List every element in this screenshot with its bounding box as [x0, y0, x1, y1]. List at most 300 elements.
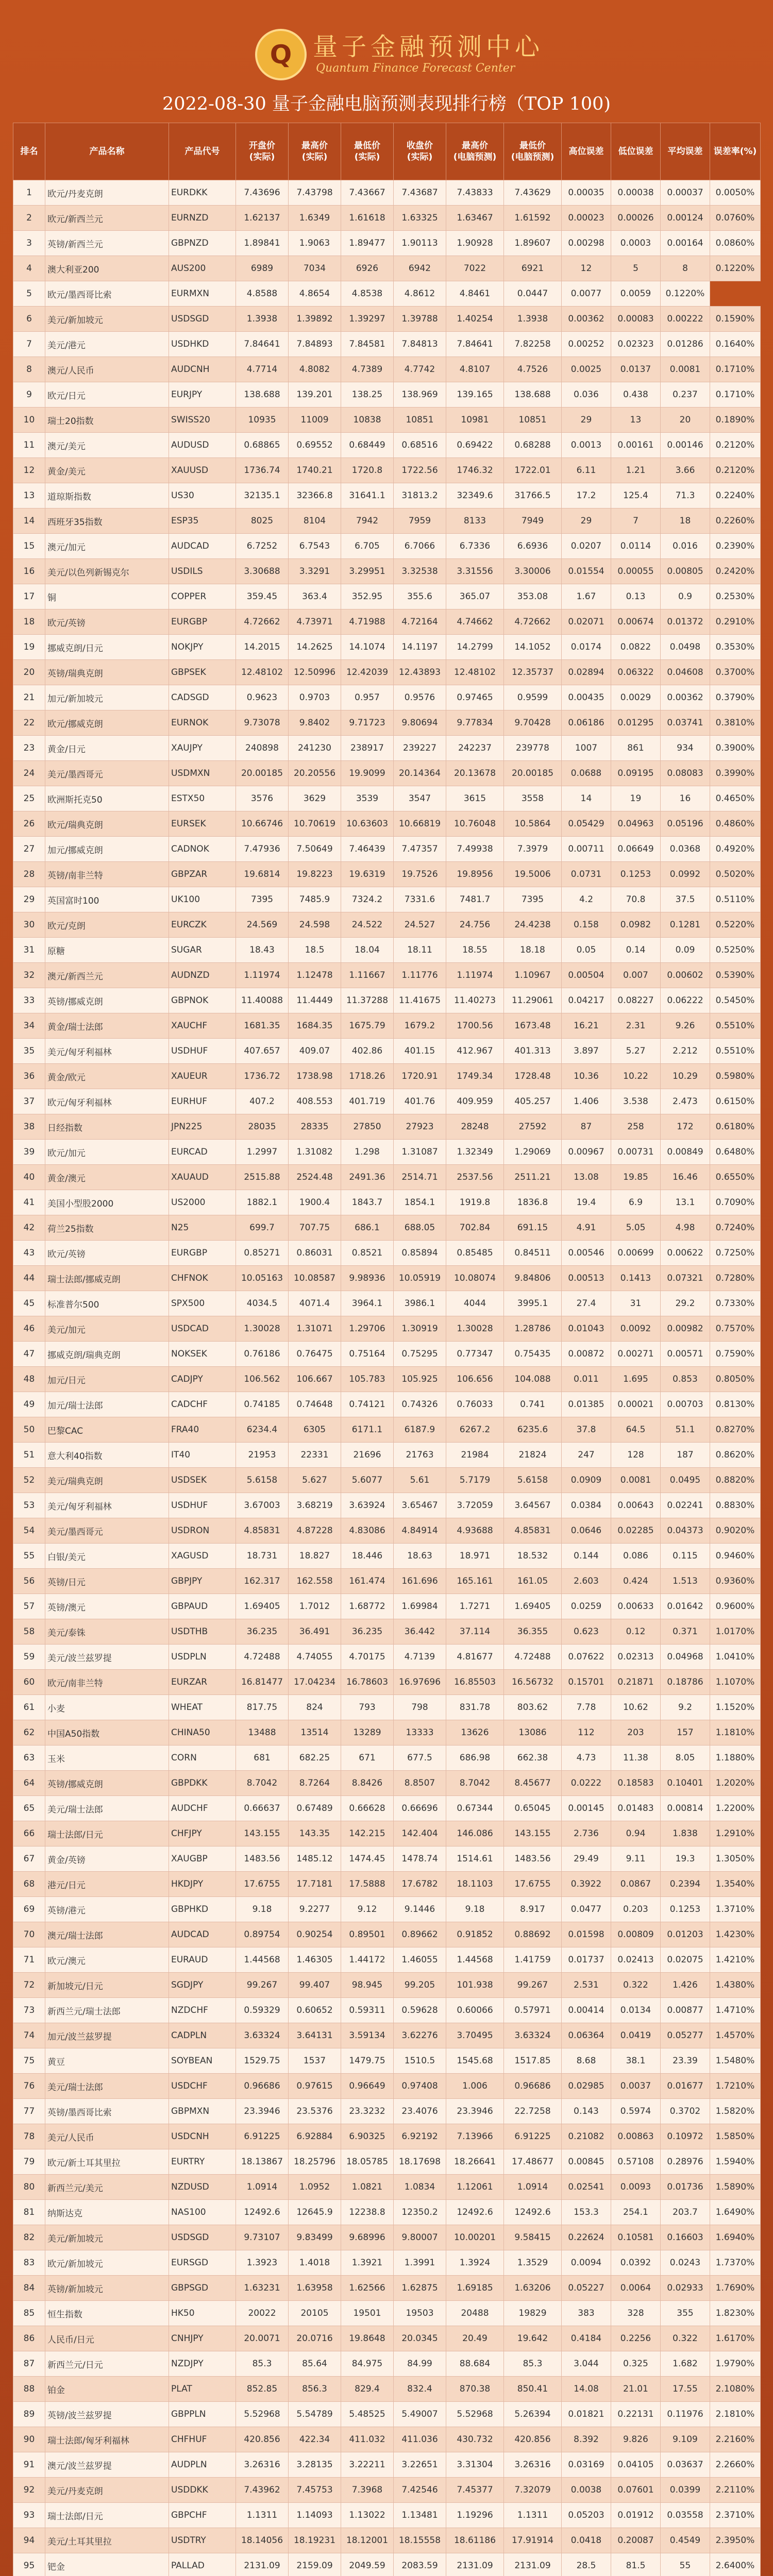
table-cell: 0.00083 — [611, 307, 661, 332]
table-cell: 1.30028 — [236, 1316, 289, 1342]
table-cell: 3.62276 — [394, 2023, 446, 2048]
column-header: 开盘价 (实际) — [236, 123, 289, 180]
table-cell: 0.89662 — [394, 1922, 446, 1947]
table-cell: XAUEUR — [169, 1064, 236, 1089]
table-cell: 0.0059 — [611, 281, 661, 307]
table-cell: CADCHF — [169, 1392, 236, 1417]
table-cell: 18.446 — [341, 1544, 394, 1569]
table-cell: 0.0384 — [562, 1493, 611, 1518]
table-cell: 欧元/澳元 — [45, 1947, 169, 1973]
table-cell: 铜 — [45, 584, 169, 609]
table-cell: 106.656 — [446, 1367, 504, 1392]
table-cell: USDTHB — [169, 1619, 236, 1645]
table-cell: 13.08 — [562, 1165, 611, 1190]
table-row — [13, 1215, 761, 1241]
table-cell: 1.682 — [661, 2351, 710, 2377]
table-cell: 港元/日元 — [45, 1872, 169, 1897]
column-header: 最低价 (实际) — [341, 123, 394, 180]
table-cell: 19.8956 — [446, 862, 504, 887]
table-cell: 32366.8 — [289, 483, 341, 509]
table-cell: 9.80694 — [394, 710, 446, 736]
table-cell: 英镑/澳元 — [45, 1594, 169, 1619]
table-cell: 0.2394 — [661, 1872, 710, 1897]
table-cell: GBPPLN — [169, 2402, 236, 2427]
table-row — [13, 2503, 761, 2528]
table-cell: 3995.1 — [504, 1291, 562, 1316]
table-cell: SPX500 — [169, 1291, 236, 1316]
table-cell: 62 — [13, 1720, 45, 1745]
table-cell: USDHKD — [169, 332, 236, 357]
table-cell: 11.40273 — [446, 988, 504, 1013]
table-cell: 24.4238 — [504, 912, 562, 938]
table-cell: 37.8 — [562, 1417, 611, 1443]
table-cell: 2083.59 — [394, 2553, 446, 2576]
table-cell: 1722.01 — [504, 458, 562, 483]
table-cell: 1.3938 — [236, 307, 289, 332]
table-cell: 1.3710% — [710, 1897, 761, 1922]
table-cell: 12492.6 — [446, 2200, 504, 2225]
table-cell: 165.161 — [446, 1569, 504, 1594]
table-cell: 0.8130% — [710, 1392, 761, 1417]
table-cell: 420.856 — [236, 2427, 289, 2452]
table-cell: 20.20556 — [289, 761, 341, 786]
table-cell: 0.59329 — [236, 1998, 289, 2023]
table-cell: 383 — [562, 2301, 611, 2326]
table-cell: 0.6550% — [710, 1165, 761, 1190]
table-cell: GBPNOK — [169, 988, 236, 1013]
table-cell: 0.02075 — [661, 1947, 710, 1973]
table-cell: 81.5 — [611, 2553, 661, 2576]
table-cell: 原糖 — [45, 938, 169, 963]
table-cell: 7.78 — [562, 1695, 611, 1720]
table-cell: 0.57971 — [504, 1998, 562, 2023]
table-cell: 0.0081 — [611, 1468, 661, 1493]
table-cell: 77 — [13, 2099, 45, 2124]
table-cell: 51.1 — [661, 1417, 710, 1443]
table-cell: 6171.1 — [341, 1417, 394, 1443]
table-row — [13, 1619, 761, 1645]
table-row — [13, 2048, 761, 2074]
table-cell: 9.70428 — [504, 710, 562, 736]
table-cell: 12350.2 — [394, 2200, 446, 2225]
table-cell: 1.0914 — [504, 2175, 562, 2200]
table-cell: 0.00845 — [562, 2149, 611, 2175]
table-cell: 19.8648 — [341, 2326, 394, 2351]
table-cell: 6.91225 — [236, 2124, 289, 2149]
table-cell: 0.0037 — [611, 2074, 661, 2099]
table-cell: 1514.61 — [446, 1846, 504, 1872]
table-cell: 27923 — [394, 1114, 446, 1140]
table-cell: 10.66819 — [394, 811, 446, 837]
table-cell: EURMXN — [169, 281, 236, 307]
table-row — [13, 1846, 761, 1872]
table-cell: 4.7389 — [341, 357, 394, 382]
table-cell: 1.8230% — [710, 2301, 761, 2326]
table-cell: 4.72662 — [504, 609, 562, 635]
table-cell: 17.55 — [661, 2377, 710, 2402]
table-cell: 6.91225 — [504, 2124, 562, 2149]
table-cell: 0.00643 — [611, 1493, 661, 1518]
table-cell: 7959 — [394, 509, 446, 534]
table-cell: 12.48102 — [236, 660, 289, 685]
table-cell: 0.8521 — [341, 1241, 394, 1266]
table-cell: 21953 — [236, 1443, 289, 1468]
table-cell: EURGBP — [169, 609, 236, 635]
table-cell: 0.623 — [562, 1619, 611, 1645]
table-cell: 20.13678 — [446, 761, 504, 786]
table-cell: 0.8830% — [710, 1493, 761, 1518]
table-cell: 70.8 — [611, 887, 661, 912]
table-cell: 30 — [13, 912, 45, 938]
table-cell: 1.31082 — [289, 1140, 341, 1165]
table-cell: 7331.6 — [394, 887, 446, 912]
table-cell: 99.205 — [394, 1973, 446, 1998]
table-cell: 0.2120% — [710, 458, 761, 483]
table-cell: 81 — [13, 2200, 45, 2225]
table-cell: 挪威克朗/日元 — [45, 635, 169, 660]
table-cell: 10851 — [504, 408, 562, 433]
table-cell: 0.4920% — [710, 837, 761, 862]
table-cell: 2.3950% — [710, 2528, 761, 2553]
table-cell: 18.05785 — [341, 2149, 394, 2175]
table-cell: 18.19231 — [289, 2528, 341, 2553]
table-cell: 856.3 — [289, 2377, 341, 2402]
table-cell: SGDJPY — [169, 1973, 236, 1998]
table-cell: 加元/挪威克朗 — [45, 837, 169, 862]
table-cell: 20.0716 — [289, 2326, 341, 2351]
table-cell: 2049.59 — [341, 2553, 394, 2576]
table-cell: 688.05 — [394, 1215, 446, 1241]
table-cell: 0.00435 — [562, 685, 611, 710]
table-cell: 17.7181 — [289, 1872, 341, 1897]
table-cell: 6926 — [341, 256, 394, 281]
table-cell: 1483.56 — [236, 1846, 289, 1872]
table-cell: 101.938 — [446, 1973, 504, 1998]
table-cell: 71 — [13, 1947, 45, 1973]
table-cell: 852.85 — [236, 2377, 289, 2402]
table-row — [13, 1973, 761, 1998]
table-row — [13, 1165, 761, 1190]
table-cell: 0.0418 — [562, 2528, 611, 2553]
table-cell: 12238.8 — [341, 2200, 394, 2225]
table-cell: 19.6319 — [341, 862, 394, 887]
table-cell: 64.5 — [611, 1417, 661, 1443]
table-cell: 707.75 — [289, 1215, 341, 1241]
table-cell: 4.72488 — [236, 1645, 289, 1670]
table-row — [13, 534, 761, 559]
table-cell: 3558 — [504, 786, 562, 811]
table-cell: 16.78603 — [341, 1670, 394, 1695]
table-cell: 0.1890% — [710, 408, 761, 433]
table-cell: 1.44172 — [341, 1947, 394, 1973]
table-cell: 0.0477 — [562, 1897, 611, 1922]
table-cell: 47 — [13, 1342, 45, 1367]
table-cell: 7034 — [289, 256, 341, 281]
table-cell: 3.26316 — [504, 2452, 562, 2478]
table-cell: 365.07 — [446, 584, 504, 609]
table-cell: 4.8588 — [236, 281, 289, 307]
table-cell: 18 — [661, 509, 710, 534]
table-cell: 0.0093 — [611, 2175, 661, 2200]
table-cell: 3.70495 — [446, 2023, 504, 2048]
table-cell: 0.00298 — [562, 231, 611, 256]
table-cell: 32135.1 — [236, 483, 289, 509]
table-cell: GBPNZD — [169, 231, 236, 256]
table-cell: 1.513 — [661, 1569, 710, 1594]
table-cell: 0.144 — [562, 1544, 611, 1569]
table-cell: 18.04 — [341, 938, 394, 963]
table-cell: 162.558 — [289, 1569, 341, 1594]
table-cell: 7.42546 — [394, 2478, 446, 2503]
table-cell: 9.826 — [611, 2427, 661, 2452]
table-cell: 1843.7 — [341, 1190, 394, 1215]
table-cell: 7395 — [504, 887, 562, 912]
table-cell: 0.158 — [562, 912, 611, 938]
table-cell: 欧元/新土耳其里拉 — [45, 2149, 169, 2175]
table-row — [13, 1468, 761, 1493]
table-cell: 0.01286 — [661, 332, 710, 357]
table-cell: 5.52968 — [446, 2402, 504, 2427]
table-cell: 1.5820% — [710, 2099, 761, 2124]
table-cell: 0.2420% — [710, 559, 761, 584]
table-cell: 67 — [13, 1846, 45, 1872]
table-cell: 94 — [13, 2528, 45, 2553]
table-cell: 0.01372 — [661, 609, 710, 635]
table-cell: 1.21 — [611, 458, 661, 483]
table-cell: 0.06322 — [611, 660, 661, 685]
table-cell: 14 — [562, 786, 611, 811]
table-cell: 31 — [13, 938, 45, 963]
table-cell: 0.00146 — [661, 433, 710, 458]
table-cell: 0.12 — [611, 1619, 661, 1645]
table-cell: 0.13 — [611, 584, 661, 609]
table-cell: 36.491 — [289, 1619, 341, 1645]
logo-chinese-name: 量子金融预测中心 — [313, 32, 544, 61]
table-cell: 0.00877 — [661, 1998, 710, 2023]
table-cell: 0.9460% — [710, 1544, 761, 1569]
table-cell: 18.1103 — [446, 1872, 504, 1897]
table-cell: 359.45 — [236, 584, 289, 609]
table-cell: 0.0114 — [611, 534, 661, 559]
table-cell: 40 — [13, 1165, 45, 1190]
table-cell: 0.00124 — [661, 206, 710, 231]
table-cell: 美国小型股2000 — [45, 1190, 169, 1215]
table-cell: 0.59628 — [394, 1998, 446, 2023]
table-cell: 9 — [13, 382, 45, 408]
table-cell: 407.2 — [236, 1089, 289, 1114]
table-cell: 挪威克朗/瑞典克朗 — [45, 1342, 169, 1367]
table-cell: 0.68288 — [504, 433, 562, 458]
table-cell: USDHUF — [169, 1493, 236, 1518]
table-cell: 白银/美元 — [45, 1544, 169, 1569]
table-cell: 0.325 — [611, 2351, 661, 2377]
table-cell: PLAT — [169, 2377, 236, 2402]
table-cell: 401.76 — [394, 1089, 446, 1114]
table-cell: 18.17698 — [394, 2149, 446, 2175]
table-cell: 0.03637 — [661, 2452, 710, 2478]
table-cell: 11.41675 — [394, 988, 446, 1013]
table-cell: XAUGBP — [169, 1846, 236, 1872]
table-cell: 1681.35 — [236, 1013, 289, 1039]
table-cell: 27.4 — [562, 1291, 611, 1316]
table-cell: 241230 — [289, 736, 341, 761]
table-cell: SUGAR — [169, 938, 236, 963]
table-cell: CHFHUF — [169, 2427, 236, 2452]
table-cell: 33 — [13, 988, 45, 1013]
table-cell: 人民币/日元 — [45, 2326, 169, 2351]
table-cell: 4.74662 — [446, 609, 504, 635]
table-cell: 2.531 — [562, 1973, 611, 1998]
table-cell: 美元/港元 — [45, 332, 169, 357]
table-row — [13, 231, 761, 256]
table-row — [13, 2074, 761, 2099]
table-row — [13, 609, 761, 635]
column-header: 高位误差 — [562, 123, 611, 180]
table-cell: 6.7066 — [394, 534, 446, 559]
table-cell: 11.4449 — [289, 988, 341, 1013]
table-row — [13, 458, 761, 483]
table-cell: 4.73971 — [289, 609, 341, 635]
table-cell: 0.01821 — [562, 2402, 611, 2427]
table-cell: 1483.56 — [504, 1846, 562, 1872]
table-cell: 1.69405 — [504, 1594, 562, 1619]
table-cell: 澳元/人民币 — [45, 357, 169, 382]
table-cell: 3.64567 — [504, 1493, 562, 1518]
table-cell: 0.04373 — [661, 1518, 710, 1544]
table-cell: GBPHKD — [169, 1897, 236, 1922]
table-cell: 6.92884 — [289, 2124, 341, 2149]
table-cell: 106.667 — [289, 1367, 341, 1392]
table-cell: 0.68516 — [394, 433, 446, 458]
table-cell: 0.0992 — [661, 862, 710, 887]
table-cell: 0.28976 — [661, 2149, 710, 2175]
table-cell: USDSEK — [169, 1468, 236, 1493]
table-cell: 0.0822 — [611, 635, 661, 660]
table-cell: 702.84 — [446, 1215, 504, 1241]
table-cell: 11 — [13, 433, 45, 458]
table-cell: 英镑/港元 — [45, 1897, 169, 1922]
table-cell: 3.63324 — [236, 2023, 289, 2048]
table-cell: NOKSEK — [169, 1342, 236, 1367]
table-cell: 0.424 — [611, 1569, 661, 1594]
table-cell: 157 — [661, 1720, 710, 1745]
table-cell: 中国A50指数 — [45, 1720, 169, 1745]
table-cell: 1.5940% — [710, 2149, 761, 2175]
table-cell: 1684.35 — [289, 1013, 341, 1039]
table-cell: 4034.5 — [236, 1291, 289, 1316]
table-cell: 5.48525 — [341, 2402, 394, 2427]
column-header: 最高价 (实际) — [289, 123, 341, 180]
table-cell: 0.0038 — [562, 2478, 611, 2503]
table-cell: 793 — [341, 1695, 394, 1720]
table-cell: 0.00037 — [661, 180, 710, 206]
table-cell: 17.2 — [562, 483, 611, 509]
table-cell: 0.0134 — [611, 1998, 661, 2023]
table-cell: USDILS — [169, 559, 236, 584]
table-cell: 0.011 — [562, 1367, 611, 1392]
table-row — [13, 1922, 761, 1947]
table-cell: 20 — [13, 660, 45, 685]
table-cell: 5 — [13, 281, 45, 307]
table-cell: 0.9576 — [394, 685, 446, 710]
table-cell: 黄金/美元 — [45, 458, 169, 483]
table-cell: HKDJPY — [169, 1872, 236, 1897]
table-cell: 0.1253 — [661, 1897, 710, 1922]
table-cell: 0.086 — [611, 1544, 661, 1569]
table-cell: 1.32349 — [446, 1140, 504, 1165]
table-cell: 1700.56 — [446, 1013, 504, 1039]
table-cell: 0.02541 — [562, 2175, 611, 2200]
table-cell: NAS100 — [169, 2200, 236, 2225]
table-cell: 0.86031 — [289, 1241, 341, 1266]
table-cell: 18.43 — [236, 938, 289, 963]
table-cell: 0.11976 — [661, 2402, 710, 2427]
table-cell: 6235.6 — [504, 1417, 562, 1443]
table-cell: 1.62137 — [236, 206, 289, 231]
table-cell: 88 — [13, 2377, 45, 2402]
table-cell: 5.6158 — [236, 1468, 289, 1493]
table-cell: 19503 — [394, 2301, 446, 2326]
table-cell: 1.2910% — [710, 1821, 761, 1846]
table-cell: 355.6 — [394, 584, 446, 609]
table-cell: 1.90928 — [446, 231, 504, 256]
column-header: 最高价 (电脑预测) — [446, 123, 504, 180]
table-cell: 0.85894 — [394, 1241, 446, 1266]
table-cell: 1007 — [562, 736, 611, 761]
table-cell: 0.0419 — [611, 2023, 661, 2048]
table-body — [13, 180, 761, 2576]
table-cell: 0.00814 — [661, 1796, 710, 1821]
table-cell: 0.0399 — [661, 2478, 710, 2503]
table-row — [13, 1569, 761, 1594]
table-cell: 17.6755 — [236, 1872, 289, 1897]
table-cell: 3629 — [289, 786, 341, 811]
table-cell: 1.46055 — [394, 1947, 446, 1973]
table-cell: 203 — [611, 1720, 661, 1745]
table-cell: 0.66696 — [394, 1796, 446, 1821]
table-cell: 87 — [562, 1114, 611, 1140]
table-cell: 1919.8 — [446, 1190, 504, 1215]
table-cell: 355 — [661, 2301, 710, 2326]
table-cell: 0.00222 — [661, 307, 710, 332]
table-cell: 0.9360% — [710, 1569, 761, 1594]
table-cell: 4.73 — [562, 1745, 611, 1771]
table-cell: 15 — [13, 534, 45, 559]
table-cell: 408.553 — [289, 1089, 341, 1114]
table-cell: 1.1520% — [710, 1695, 761, 1720]
table-cell: 28335 — [289, 1114, 341, 1140]
table-cell: 1722.56 — [394, 458, 446, 483]
table-cell: 1.67 — [562, 584, 611, 609]
table-cell: N25 — [169, 1215, 236, 1241]
table-cell: 353.08 — [504, 584, 562, 609]
table-cell: 0.957 — [341, 685, 394, 710]
table-cell: 3.22211 — [341, 2452, 394, 2478]
table-cell: 2159.09 — [289, 2553, 341, 2576]
table-cell: 0.10401 — [661, 1771, 710, 1796]
table-cell: 0.01295 — [611, 710, 661, 736]
table-cell: 29 — [562, 509, 611, 534]
table-cell: 20.49 — [446, 2326, 504, 2351]
table-cell: 0.68449 — [341, 433, 394, 458]
table-cell: 0.69552 — [289, 433, 341, 458]
table-cell: 98.945 — [341, 1973, 394, 1998]
table-cell: 瑞士法郎/挪威克朗 — [45, 1266, 169, 1291]
table-cell: 1.0914 — [236, 2175, 289, 2200]
table-row — [13, 660, 761, 685]
table-cell: 2515.88 — [236, 1165, 289, 1190]
table-cell: 0.6480% — [710, 1140, 761, 1165]
